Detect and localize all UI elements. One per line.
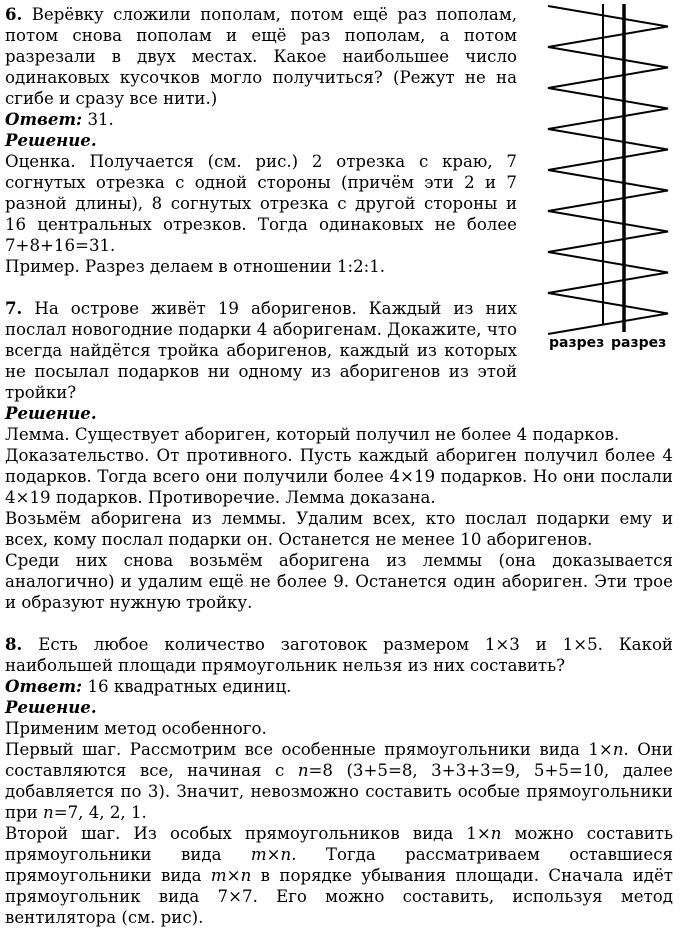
solution-label: Решение. [5, 403, 97, 423]
problem-7-number: 7. [5, 298, 23, 318]
problem-8-text: Есть любое количество заготовок размером 1×3 и 1×5. Какой наибольшей площади прямоугольник нельзя из них составить? [5, 635, 673, 675]
problem-8-answer [5, 676, 673, 697]
step-2-text: . Тогда рассматриваем оставшиеся прямоугольники вида [5, 845, 673, 885]
solution-step-1 [5, 739, 673, 823]
problem-6-answer [5, 109, 517, 130]
problem-6-number: 6. [5, 4, 23, 24]
variable-n: n [240, 866, 252, 885]
solution-paragraph: Лемма. Существует абориген, который получил не более 4 подарков. [5, 425, 620, 444]
answer-value: 31. [87, 110, 114, 129]
problem-8-statement [5, 634, 673, 676]
solution-paragraph: Среди них снова возьмём аборигена из леммы (она доказывается аналогично) и удалим ещё не более 9. Останется один абориген. Эти трое и образуют нужную тройку. [5, 551, 673, 612]
solution-label: Решение. [5, 697, 97, 717]
problem-7-statement [5, 298, 517, 403]
answer-label: Ответ: [5, 109, 83, 129]
variable-m: m [210, 866, 227, 885]
cut-label-left: разрез [549, 335, 605, 351]
variable-m: m [250, 845, 267, 864]
step-1-text: . Они составляются все, начиная с [5, 740, 674, 780]
variable-n: n [43, 803, 54, 822]
problem-8-number: 8. [5, 634, 23, 654]
step-2-text: × [226, 866, 241, 885]
solution-label: Решение. [5, 130, 97, 150]
solution-step-2 [5, 823, 673, 928]
variable-n: n [490, 824, 502, 843]
cut-label-right: разрез [611, 335, 667, 351]
solution-paragraph: Пример. Разрез делаем в отношении 1:2:1. [5, 257, 386, 276]
folded-rope-figure [545, 2, 675, 352]
step-2-text: × [266, 845, 281, 864]
variable-n: n [612, 740, 624, 759]
variable-n: n [280, 845, 292, 864]
step-1-text: =7, 4, 2, 1. [53, 803, 147, 822]
problem-6-statement [5, 4, 517, 109]
zigzag-rope [548, 6, 668, 334]
problem-7-text: На острове живёт 19 аборигенов. Каждый из них послал новогодние подарки 4 аборигенам. Докажите, что всегда найдётся тройка аборигенов, каждый из которых не посылал подарков ни одному из аборигенов из этой тройки? [5, 299, 517, 402]
step-2-text: в порядке убывания площади. Сначала идёт прямоугольник вида 7×7. Его можно составить, используя метод вентилятора (см. рис). [5, 866, 673, 927]
step-2-text: Второй шаг. Из особых прямоугольников вида 1× [5, 824, 491, 843]
answer-value: 16 квадратных единиц. [87, 677, 292, 696]
answer-label: Ответ: [5, 676, 83, 696]
problem-8 [5, 634, 673, 928]
solution-paragraph: Доказательство. От противного. Пусть каждый абориген получил более 4 подарков. Тогда всего они получили более 4×19 подарков. Но они послали 4×19 подарков. Противоречие. Лемма доказана. [5, 446, 673, 507]
step-1-text: =8 (3+5=8, 3+3+3=9, 5+5=10, далее добавляется по 3). Значит, невозможно составить особые прямоугольники при [5, 761, 673, 822]
problem-6-text: Верёвку сложили пополам, потом ещё раз пополам, потом снова пополам и ещё раз пополам, а потом разрезали в двух местах. Какое наибольшее число одинаковых кусочков могло получиться? (Режут не на сгибе и сразу все нити.) [5, 5, 517, 108]
solution-paragraph: Оценка. Получается (см. рис.) 2 отрезка с краю, 7 согнутых отрезка с одной стороны (причём эти 2 и 7 разной длины), 8 согнутых отрезка с другой стороны и 16 центральных отрезков. Тогда одинаковых не более 7+8+16=31. [5, 152, 517, 255]
variable-n: n [297, 761, 309, 780]
solution-intro: Применим метод особенного. [5, 719, 267, 738]
step-2-text: можно составить прямоугольники вида [5, 824, 674, 864]
step-1-text: Первый шаг. Рассмотрим все особенные прямоугольники вида 1× [5, 740, 613, 759]
solution-paragraph: Возьмём аборигена из леммы. Удалим всех, кто послал подарки ему и всех, кому послал подарки он. Останется не менее 10 аборигенов. [5, 509, 673, 549]
